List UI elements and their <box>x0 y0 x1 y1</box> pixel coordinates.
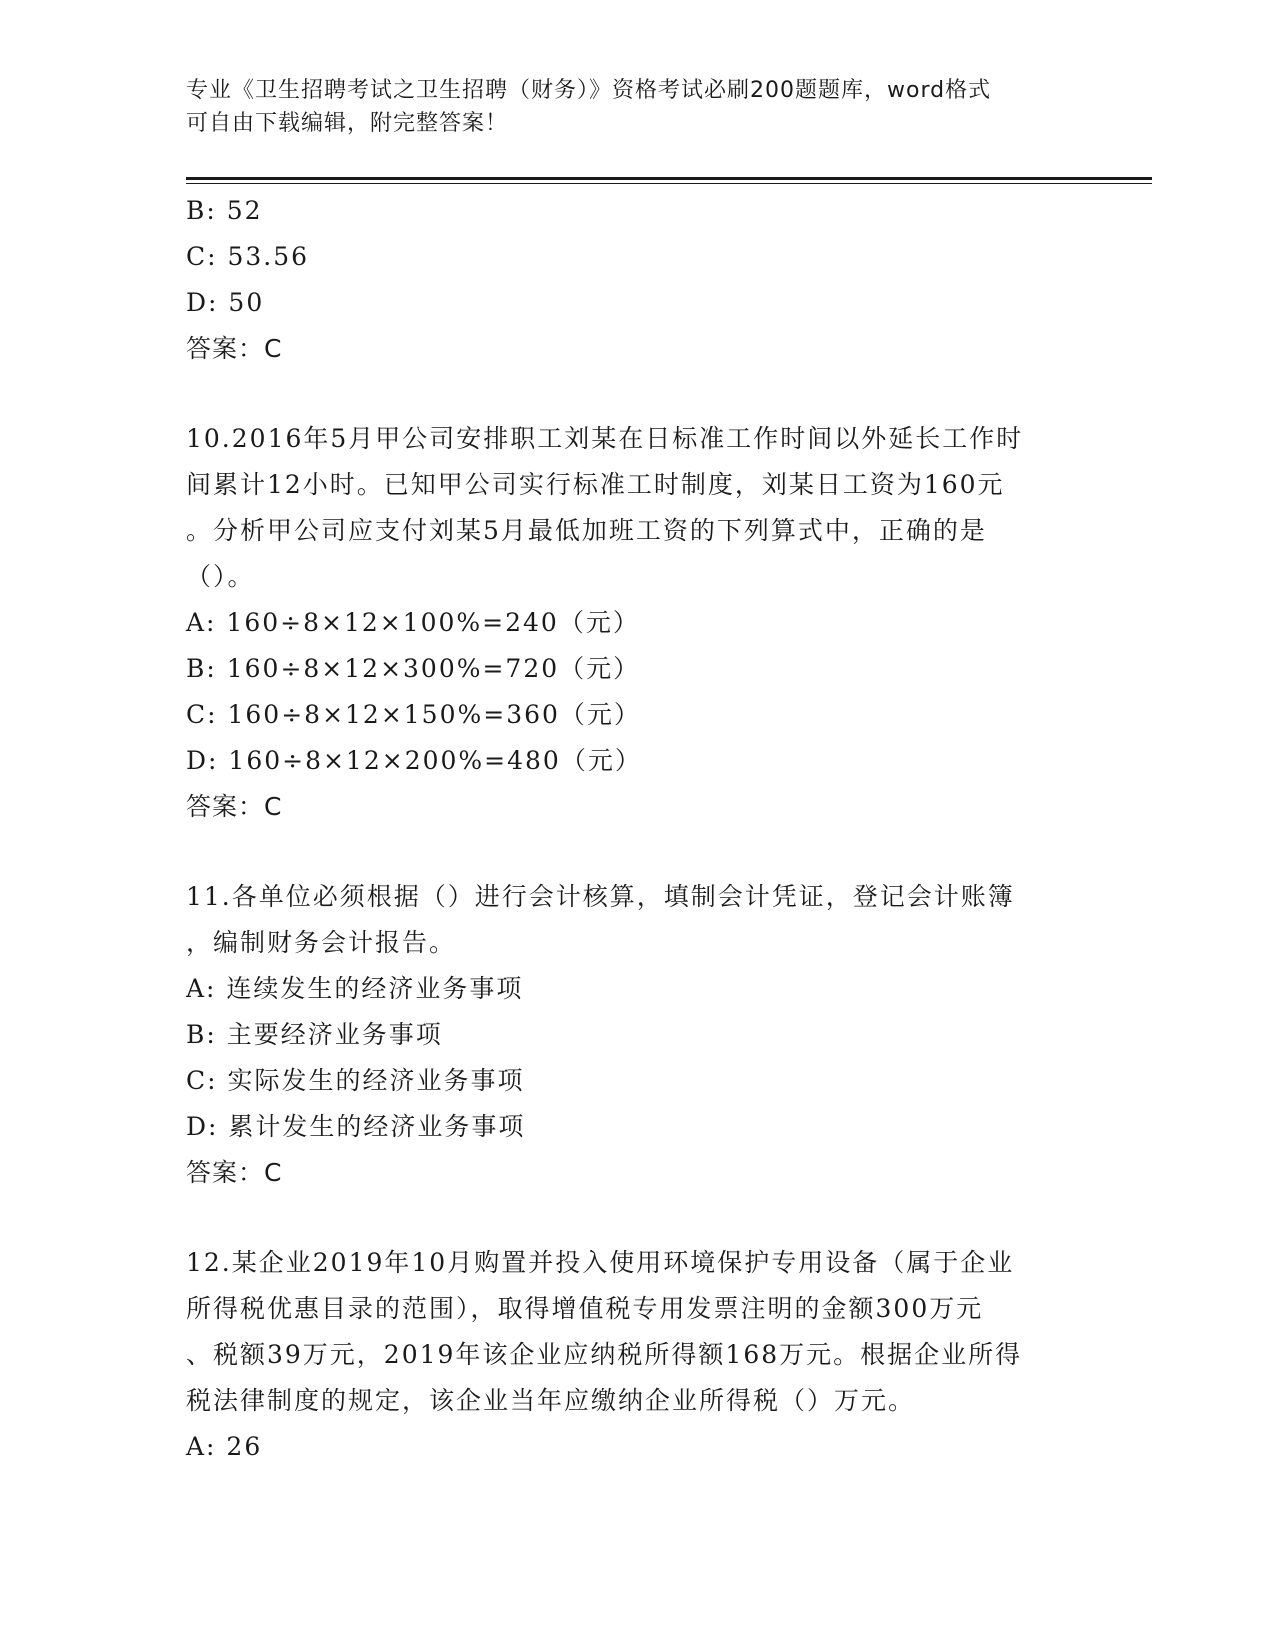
option-d: D: 累计发生的经济业务事项 <box>186 1112 526 1141</box>
header-line-1: 专业《卫生招聘考试之卫生招聘（财务）》资格考试必刷200题题库，word格式 <box>186 78 992 103</box>
option-c: C: 53.56 <box>186 242 310 271</box>
question-text-line: （）。 <box>186 562 255 591</box>
document-body <box>186 188 1086 1470</box>
question-12 <box>186 1240 1086 1470</box>
question-10 <box>186 416 1086 830</box>
option-b: B: 主要经济业务事项 <box>186 1020 443 1049</box>
question-text-line: ，编制财务会计报告。 <box>186 928 457 957</box>
answer-line: 答案：C <box>186 792 283 821</box>
question-text-line: 税法律制度的规定，该企业当年应缴纳企业所得税（）万元。 <box>186 1386 916 1415</box>
question-text-line: 。分析甲公司应支付刘某5月最低加班工资的下列算式中，正确的是 <box>186 516 987 545</box>
answer-line: 答案：C <box>186 334 283 363</box>
header-rule-thick <box>186 177 1152 180</box>
header-rule-thin <box>186 183 1152 184</box>
option-d: D: 160÷8×12×200%=480（元） <box>186 746 642 775</box>
option-a: A: 连续发生的经济业务事项 <box>186 974 524 1003</box>
option-b: B: 160÷8×12×300%=720（元） <box>186 654 641 683</box>
option-d: D: 50 <box>186 288 265 317</box>
option-c: C: 实际发生的经济业务事项 <box>186 1066 525 1095</box>
header-line-2: 可自由下载编辑，附完整答案！ <box>186 111 509 136</box>
question-text-line: 所得税优惠目录的范围），取得增值税专用发票注明的金额300万元 <box>186 1294 984 1323</box>
question-text-line: 12.某企业2019年10月购置并投入使用环境保护专用设备（属于企业 <box>186 1248 1015 1277</box>
question-text-line: 10.2016年5月甲公司安排职工刘某在日标准工作时间以外延长工作时 <box>186 424 1024 453</box>
option-a: A: 26 <box>186 1432 263 1461</box>
option-a: A: 160÷8×12×100%=240（元） <box>186 608 640 637</box>
question-text-line: 11.各单位必须根据（）进行会计核算，填制会计凭证，登记会计账簿 <box>186 882 1015 911</box>
answer-line: 答案：C <box>186 1158 283 1187</box>
option-b: B: 52 <box>186 196 263 225</box>
option-c: C: 160÷8×12×150%=360（元） <box>186 700 641 729</box>
document-header <box>186 74 1086 140</box>
question-text-line: 、税额39万元，2019年该企业应纳税所得额168万元。根据企业所得 <box>186 1340 1023 1369</box>
question-9-fragment <box>186 188 1086 372</box>
question-11 <box>186 874 1086 1196</box>
question-text-line: 间累计12小时。已知甲公司实行标准工时制度，刘某日工资为160元 <box>186 470 1005 499</box>
